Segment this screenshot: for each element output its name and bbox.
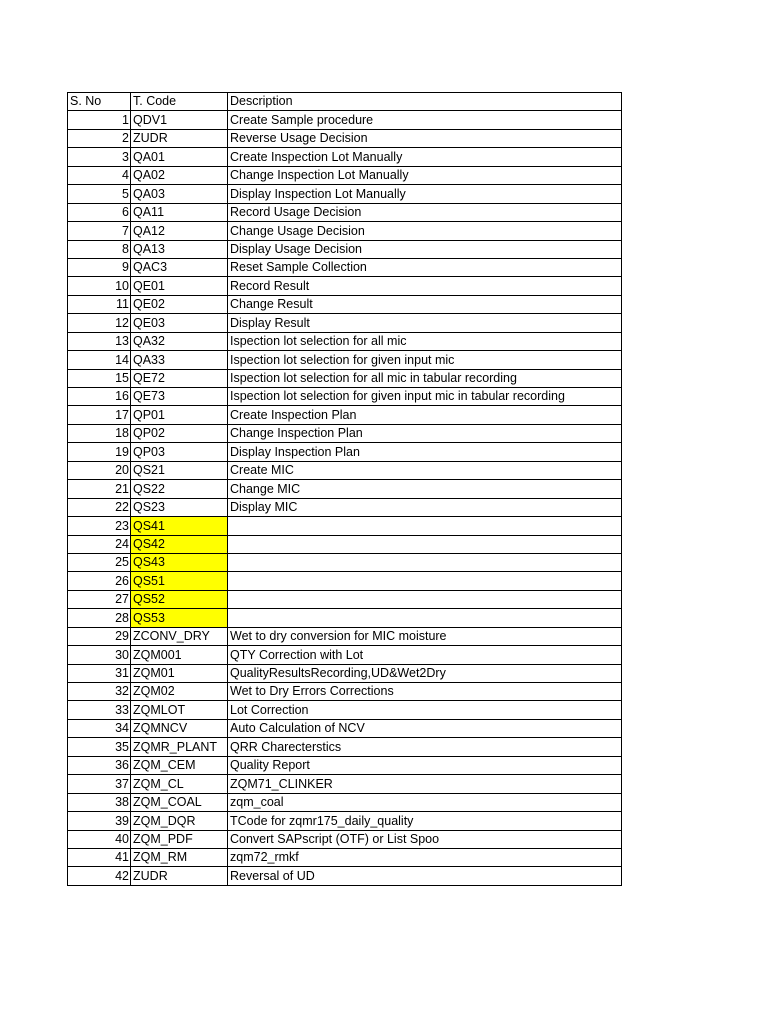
table-row <box>68 590 622 608</box>
cell-tcode: QP01 <box>131 406 228 424</box>
cell-description <box>228 517 622 535</box>
cell-description: Change MIC <box>228 480 622 498</box>
cell-tcode: QE01 <box>131 277 228 295</box>
cell-description: Create Sample procedure <box>228 111 622 129</box>
table-row <box>68 719 622 737</box>
cell-description: Reset Sample Collection <box>228 258 622 276</box>
cell-tcode: QS51 <box>131 572 228 590</box>
cell-tcode: ZQMNCV <box>131 719 228 737</box>
cell-sno: 7 <box>68 222 131 240</box>
cell-sno: 23 <box>68 517 131 535</box>
table-row <box>68 443 622 461</box>
cell-tcode: ZQM01 <box>131 664 228 682</box>
cell-sno: 37 <box>68 775 131 793</box>
header-row <box>68 93 622 111</box>
table-row <box>68 498 622 516</box>
header-tcode: T. Code <box>131 93 228 111</box>
cell-tcode: QE72 <box>131 369 228 387</box>
cell-description: Create MIC <box>228 461 622 479</box>
cell-tcode: QP03 <box>131 443 228 461</box>
cell-tcode: QS43 <box>131 553 228 571</box>
cell-tcode: QA03 <box>131 185 228 203</box>
cell-tcode: QS22 <box>131 480 228 498</box>
table-row <box>68 756 622 774</box>
table-row <box>68 738 622 756</box>
cell-tcode: QS41 <box>131 517 228 535</box>
table-row <box>68 572 622 590</box>
cell-sno: 10 <box>68 277 131 295</box>
table-row <box>68 388 622 406</box>
cell-description: Wet to dry conversion for MIC moisture <box>228 627 622 645</box>
cell-tcode: QS21 <box>131 461 228 479</box>
table-row <box>68 369 622 387</box>
cell-sno: 14 <box>68 351 131 369</box>
table-row <box>68 314 622 332</box>
cell-description: Ispection lot selection for given input mic in tabular recording <box>228 388 622 406</box>
table-row <box>68 517 622 535</box>
cell-description: Quality Report <box>228 756 622 774</box>
cell-tcode: QDV1 <box>131 111 228 129</box>
cell-tcode: QA02 <box>131 166 228 184</box>
cell-tcode: ZQMLOT <box>131 701 228 719</box>
table-row <box>68 222 622 240</box>
table-row <box>68 867 622 885</box>
table-row <box>68 461 622 479</box>
cell-description: Display Usage Decision <box>228 240 622 258</box>
table-row <box>68 406 622 424</box>
cell-description: Lot Correction <box>228 701 622 719</box>
cell-sno: 19 <box>68 443 131 461</box>
cell-description: Display Inspection Plan <box>228 443 622 461</box>
cell-sno: 32 <box>68 683 131 701</box>
cell-description: Change Usage Decision <box>228 222 622 240</box>
cell-description: Change Result <box>228 295 622 313</box>
cell-description <box>228 590 622 608</box>
table-row <box>68 258 622 276</box>
cell-tcode: ZQM_RM <box>131 848 228 866</box>
cell-sno: 42 <box>68 867 131 885</box>
table-row <box>68 424 622 442</box>
table-row <box>68 480 622 498</box>
cell-description: ZQM71_CLINKER <box>228 775 622 793</box>
cell-tcode: QS52 <box>131 590 228 608</box>
cell-description: Display Result <box>228 314 622 332</box>
table-row <box>68 295 622 313</box>
table-row <box>68 185 622 203</box>
cell-sno: 18 <box>68 424 131 442</box>
table-row <box>68 775 622 793</box>
cell-tcode: ZQM02 <box>131 683 228 701</box>
cell-sno: 6 <box>68 203 131 221</box>
cell-description: Ispection lot selection for all mic <box>228 332 622 350</box>
cell-description <box>228 535 622 553</box>
cell-sno: 4 <box>68 166 131 184</box>
table-row <box>68 129 622 147</box>
cell-sno: 31 <box>68 664 131 682</box>
cell-description: TCode for zqmr175_daily_quality <box>228 812 622 830</box>
header-description: Description <box>228 93 622 111</box>
table-row <box>68 535 622 553</box>
cell-tcode: ZUDR <box>131 129 228 147</box>
table-row <box>68 166 622 184</box>
cell-description <box>228 553 622 571</box>
cell-sno: 2 <box>68 129 131 147</box>
cell-tcode: QA01 <box>131 148 228 166</box>
cell-description: Record Usage Decision <box>228 203 622 221</box>
cell-tcode: QAC3 <box>131 258 228 276</box>
table-row <box>68 793 622 811</box>
cell-sno: 39 <box>68 812 131 830</box>
cell-description: Reverse Usage Decision <box>228 129 622 147</box>
table-row <box>68 848 622 866</box>
cell-tcode: QA13 <box>131 240 228 258</box>
cell-description: Change Inspection Plan <box>228 424 622 442</box>
tcode-table-body <box>68 93 622 886</box>
cell-tcode: QE02 <box>131 295 228 313</box>
cell-sno: 21 <box>68 480 131 498</box>
cell-tcode: QA12 <box>131 222 228 240</box>
cell-description: Create Inspection Plan <box>228 406 622 424</box>
cell-sno: 40 <box>68 830 131 848</box>
cell-sno: 22 <box>68 498 131 516</box>
header-sno: S. No <box>68 93 131 111</box>
cell-tcode: ZQM_PDF <box>131 830 228 848</box>
cell-tcode: ZQM_DQR <box>131 812 228 830</box>
cell-tcode: ZUDR <box>131 867 228 885</box>
table-row <box>68 830 622 848</box>
cell-sno: 9 <box>68 258 131 276</box>
table-row <box>68 627 622 645</box>
cell-sno: 17 <box>68 406 131 424</box>
cell-sno: 38 <box>68 793 131 811</box>
cell-sno: 26 <box>68 572 131 590</box>
cell-sno: 8 <box>68 240 131 258</box>
cell-description: zqm_coal <box>228 793 622 811</box>
cell-tcode: QA32 <box>131 332 228 350</box>
cell-sno: 30 <box>68 646 131 664</box>
table-row <box>68 148 622 166</box>
cell-sno: 3 <box>68 148 131 166</box>
cell-tcode: ZQM_COAL <box>131 793 228 811</box>
cell-description: QTY Correction with Lot <box>228 646 622 664</box>
cell-description: zqm72_rmkf <box>228 848 622 866</box>
table-row <box>68 646 622 664</box>
cell-description: Ispection lot selection for all mic in tabular recording <box>228 369 622 387</box>
cell-sno: 5 <box>68 185 131 203</box>
cell-description: Wet to Dry Errors Corrections <box>228 683 622 701</box>
table-row <box>68 553 622 571</box>
cell-tcode: ZQMR_PLANT <box>131 738 228 756</box>
cell-tcode: QA33 <box>131 351 228 369</box>
cell-description: Display MIC <box>228 498 622 516</box>
cell-tcode: ZCONV_DRY <box>131 627 228 645</box>
cell-sno: 33 <box>68 701 131 719</box>
cell-tcode: ZQM_CL <box>131 775 228 793</box>
cell-sno: 36 <box>68 756 131 774</box>
table-row <box>68 332 622 350</box>
cell-tcode: QP02 <box>131 424 228 442</box>
cell-description: QualityResultsRecording,UD&Wet2Dry <box>228 664 622 682</box>
cell-sno: 11 <box>68 295 131 313</box>
cell-description <box>228 609 622 627</box>
cell-sno: 24 <box>68 535 131 553</box>
table-row <box>68 240 622 258</box>
cell-description <box>228 572 622 590</box>
cell-sno: 25 <box>68 553 131 571</box>
table-row <box>68 664 622 682</box>
cell-tcode: QA11 <box>131 203 228 221</box>
cell-tcode: ZQM_CEM <box>131 756 228 774</box>
cell-tcode: QS42 <box>131 535 228 553</box>
cell-tcode: QS23 <box>131 498 228 516</box>
cell-tcode: QS53 <box>131 609 228 627</box>
cell-tcode: QE03 <box>131 314 228 332</box>
cell-sno: 16 <box>68 388 131 406</box>
cell-description: Ispection lot selection for given input mic <box>228 351 622 369</box>
cell-sno: 15 <box>68 369 131 387</box>
cell-description: Auto Calculation of NCV <box>228 719 622 737</box>
table-row <box>68 351 622 369</box>
cell-sno: 27 <box>68 590 131 608</box>
cell-description: Convert SAPscript (OTF) or List Spoo <box>228 830 622 848</box>
cell-sno: 34 <box>68 719 131 737</box>
table-row <box>68 111 622 129</box>
cell-description: Create Inspection Lot Manually <box>228 148 622 166</box>
cell-sno: 41 <box>68 848 131 866</box>
table-row <box>68 683 622 701</box>
cell-sno: 1 <box>68 111 131 129</box>
cell-description: Change Inspection Lot Manually <box>228 166 622 184</box>
table-row <box>68 203 622 221</box>
cell-description: QRR Charecterstics <box>228 738 622 756</box>
cell-tcode: QE73 <box>131 388 228 406</box>
cell-sno: 13 <box>68 332 131 350</box>
cell-description: Reversal of UD <box>228 867 622 885</box>
cell-sno: 12 <box>68 314 131 332</box>
cell-sno: 20 <box>68 461 131 479</box>
tcode-table <box>67 92 622 886</box>
table-row <box>68 812 622 830</box>
table-row <box>68 277 622 295</box>
cell-description: Display Inspection Lot Manually <box>228 185 622 203</box>
cell-sno: 28 <box>68 609 131 627</box>
cell-description: Record Result <box>228 277 622 295</box>
cell-sno: 29 <box>68 627 131 645</box>
table-row <box>68 609 622 627</box>
cell-tcode: ZQM001 <box>131 646 228 664</box>
cell-sno: 35 <box>68 738 131 756</box>
table-row <box>68 701 622 719</box>
